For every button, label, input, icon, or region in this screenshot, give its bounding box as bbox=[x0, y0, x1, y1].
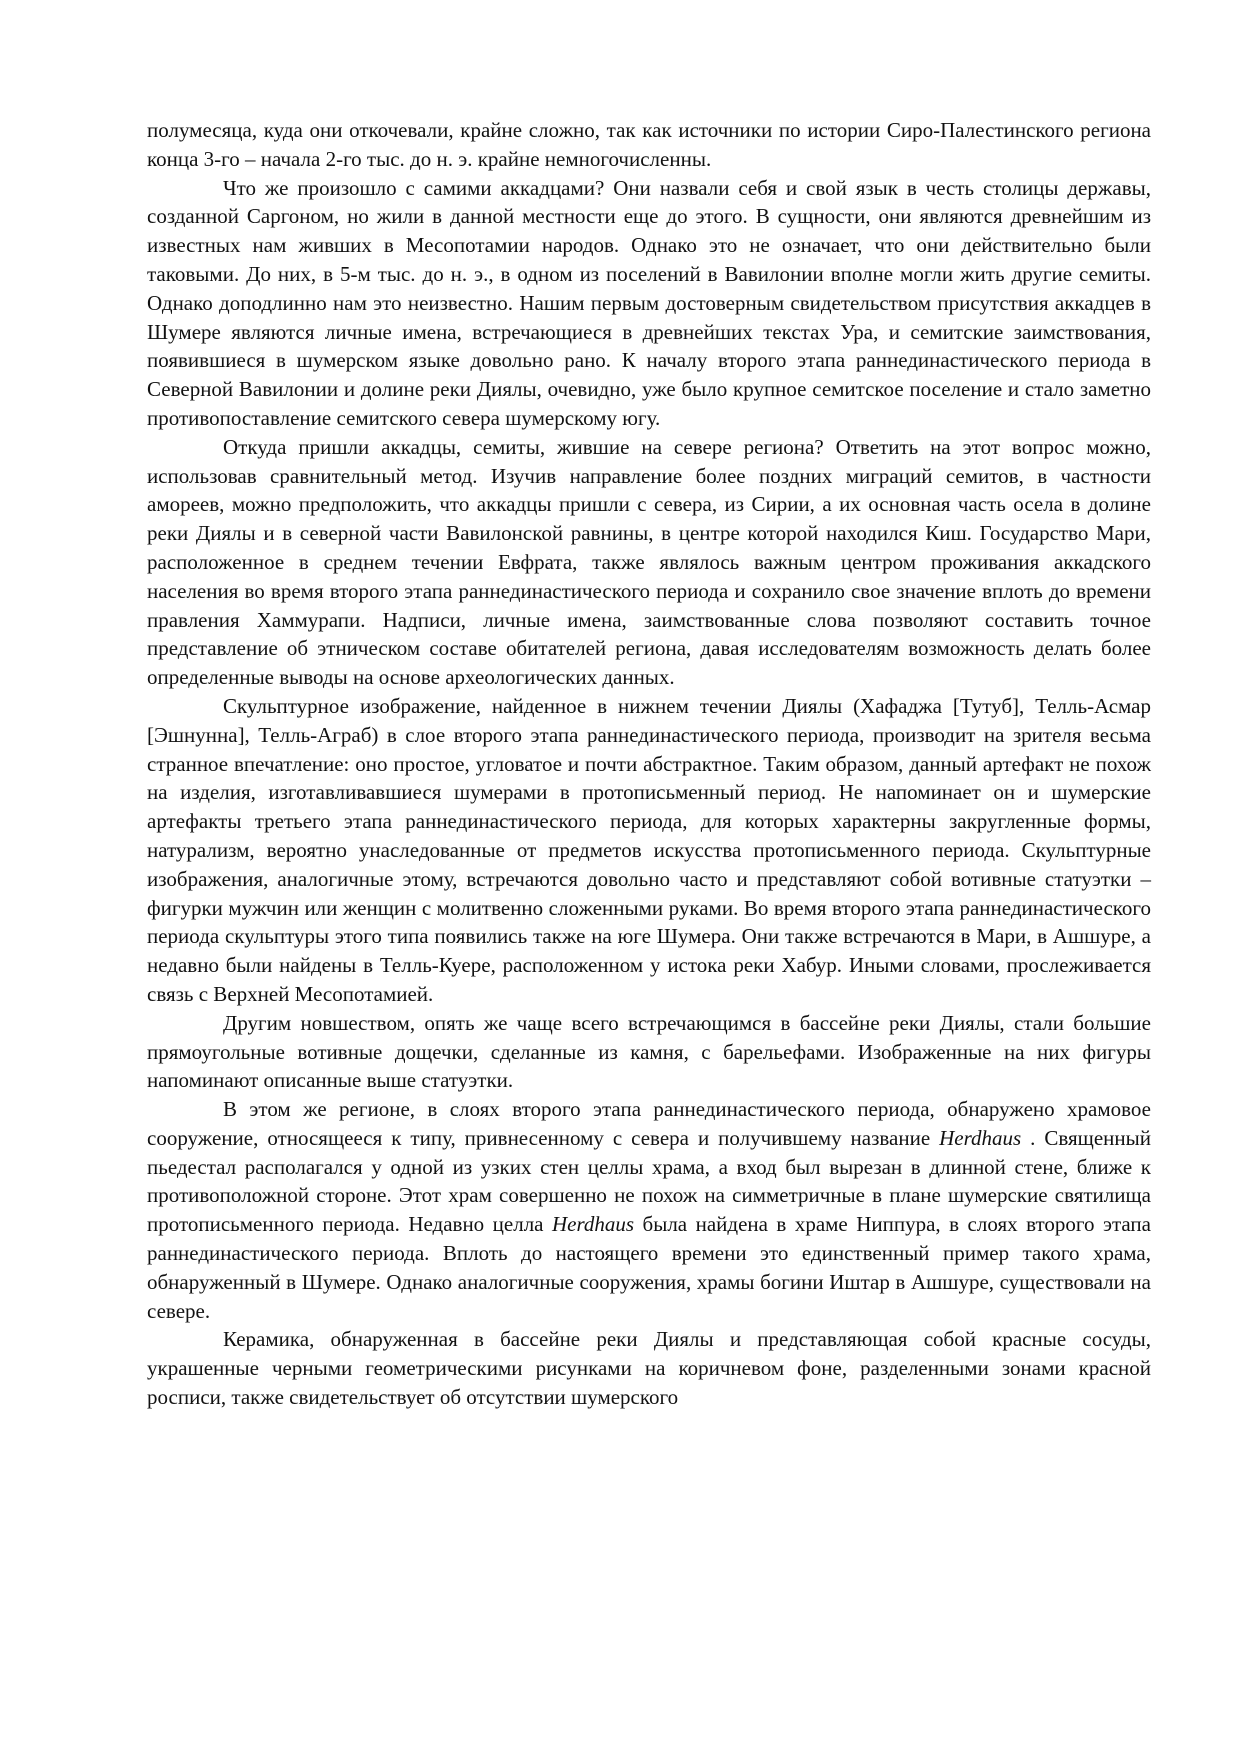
paragraph-7-text: Керамика, обнаруженная в бассейне реки Диялы и представляющая собой красные сосуды, украшенные черными геометрическими рисунками на коричневом фоне, разделенными зонами красной росписи, также свидетельствует об отсутствии шумерского bbox=[147, 1327, 1151, 1410]
paragraph-7 bbox=[147, 1325, 1151, 1411]
paragraph-6-text-c: была найдена в храме Ниппура, в слоях второго этапа раннединастического периода. Вплоть до настоящего времени это единственный пример такого храма, обнаруженный в Шумере. Однако аналогичные сооружения, храмы богини Иштар в Ашшуре, существовали на севере. bbox=[147, 1212, 1151, 1323]
paragraph-6-text-b: . Священный пьедестал располагался у одной из узких стен целлы храма, а вход был вырезан в длинной стене, ближе к противоположной стороне. Этот храм совершенно не похож на симметричные в плане шумерские святилища протописьменного периода. Недавно целла bbox=[147, 1125, 1151, 1237]
paragraph-4 bbox=[147, 692, 1151, 1009]
paragraph-1-text: полумесяца, куда они откочевали, крайне сложно, так как источники по истории Сиро-Палестинского региона конца 3-го – начала 2-го тыс. до н. э. крайне немногочисленны. bbox=[147, 118, 1151, 171]
paragraph-2-text: Что же произошло с самими аккадцами? Они назвали себя и свой язык в честь столицы державы, созданной Саргоном, но жили в данной местности еще до этого. В сущности, они являются древнейшим из известных нам живших в Месопотамии народов. Однако это не означает, что они действительно были таковыми. До них, в 5-м тыс. до н. э., в одном из поселений в Вавилонии вполне могли жить другие семиты. Однако доподлинно нам это неизвестно. Нашим первым достоверным свидетельством присутствия аккадцев в Шумере являются личные имена, встречающиеся в древнейших текстах Ура, и семитские заимствования, появившиеся в шумерском языке довольно рано. К началу второго этапа раннединастического периода в Северной Вавилонии и долине реки Диялы, очевидно, уже было крупное семитское поселение и стало заметно противопоставление семитского севера шумерскому югу. bbox=[147, 175, 1151, 430]
paragraph-2 bbox=[147, 174, 1151, 433]
paragraph-6-text-a: В этом же регионе, в слоях второго этапа раннединастического периода, обнаружено храмовое сооружение, относящееся к типу, привнесенному с севера и получившему название bbox=[147, 1097, 1151, 1150]
herdhaus-term-1: Herdhaus bbox=[939, 1125, 1022, 1150]
paragraph-4-text: Скульптурное изображение, найденное в нижнем течении Диялы (Хафаджа [Тутуб], Телль-Асмар [Эшнунна], Телль-Аграб) в слое второго этапа раннединастического периода, производит на зрителя весьма странное впечатление: оно простое, угловатое и почти абстрактное. Таким образом, данный артефакт не похож на изделия, изготавливавшиеся шумерами в протописьменный период. Не напоминает он и шумерские артефакты третьего этапа раннединастического периода, для которых характерны закругленные формы, натурализм, вероятно унаследованные от предметов искусства протописьменного периода. Скульптурные изображения, аналогичные этому, встречаются довольно часто и представляют собой вотивные статуэтки – фигурки мужчин или женщин с молитвенно сложенными руками. Во время второго этапа раннединастического периода скульптуры этого типа появились также на юге Шумера. Они также встречаются в Мари, в Ашшуре, а недавно были найдены в Телль-Куере, расположенном у истока реки Хабур. Иными словами, прослеживается связь с Верхней Месопотамией. bbox=[147, 693, 1151, 1006]
document-page bbox=[147, 116, 1151, 1412]
paragraph-5 bbox=[147, 1009, 1151, 1095]
paragraph-5-text: Другим новшеством, опять же чаще всего встречающимся в бассейне реки Диялы, стали большие прямоугольные вотивные дощечки, сделанные из камня, с барельефами. Изображенные на них фигуры напоминают описанные выше статуэтки. bbox=[147, 1010, 1151, 1093]
paragraph-6 bbox=[147, 1095, 1151, 1325]
herdhaus-term-2: Herdhaus bbox=[551, 1212, 635, 1237]
paragraph-1 bbox=[147, 116, 1151, 174]
paragraph-3-text: Откуда пришли аккадцы, семиты, жившие на севере региона? Ответить на этот вопрос можно, использовав сравнительный метод. Изучив направление более поздних миграций семитов, в частности амореев, можно предположить, что аккадцы пришли с севера, из Сирии, а их основная часть осела в долине реки Диялы и в северной части Вавилонской равнины, в центре которой находился Киш. Государство Мари, расположенное в среднем течении Евфрата, также являлось важным центром проживания аккадского населения во время второго этапа раннединастического периода и сохранило свое значение вплоть до времени правления Хаммурапи. Надписи, личные имена, заимствованные слова позволяют составить точное представление об этническом составе обитателей региона, давая исследователям возможность делать более определенные выводы на основе археологических данных. bbox=[147, 434, 1151, 690]
paragraph-3 bbox=[147, 433, 1151, 692]
